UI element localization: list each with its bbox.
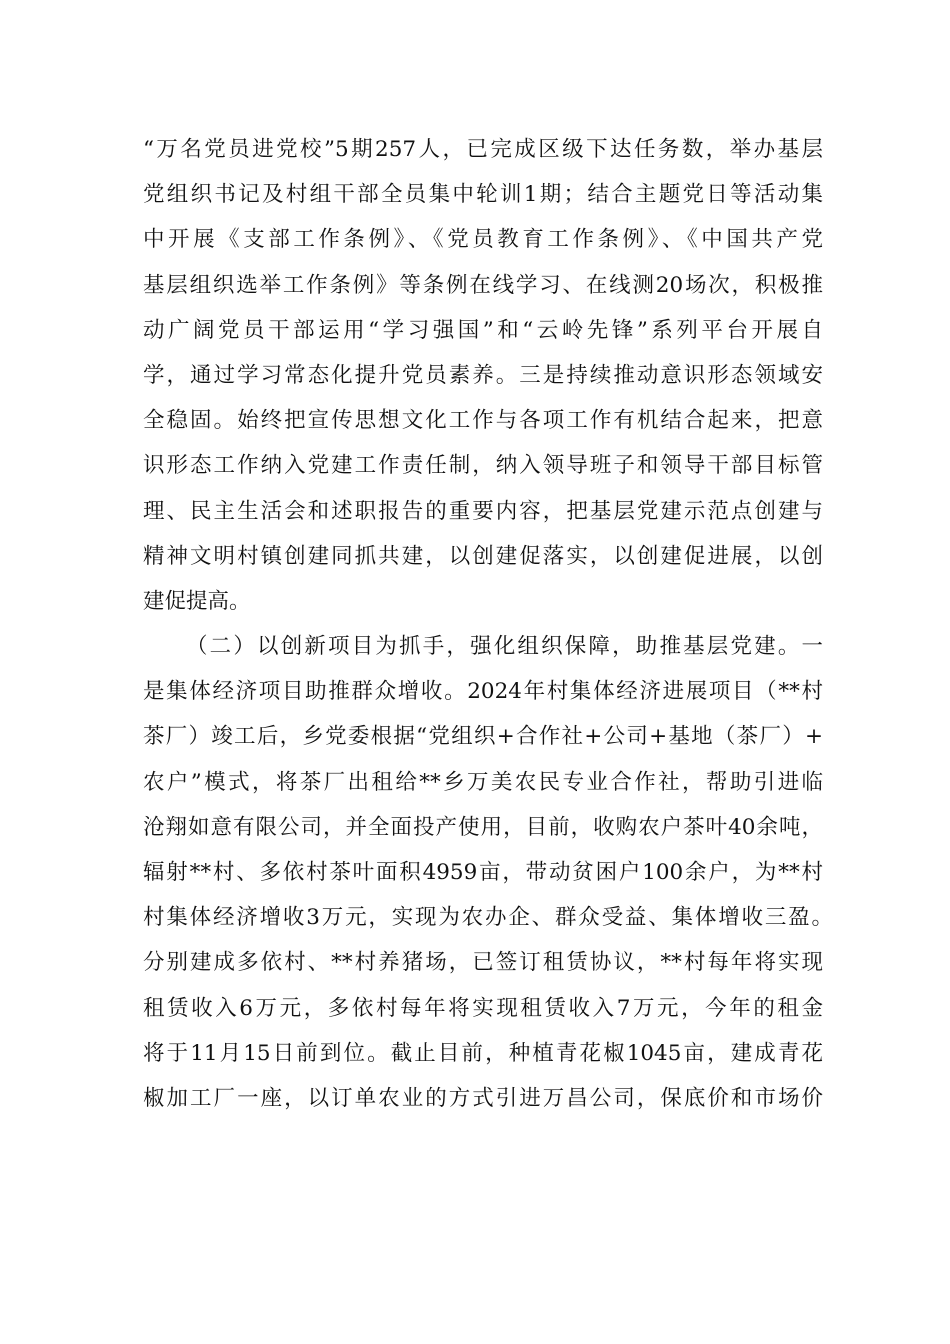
text-line: 基层组织选举工作条例》等条例在线学习、在线测20场次，积极推	[143, 272, 823, 298]
text-line: 动广阔党员干部运用“学习强国”和“云岭先锋”系列平台开展自	[143, 317, 823, 343]
text-line: 农户”模式，将茶厂出租给**乡万美农民专业合作社，帮助引进临	[143, 769, 823, 795]
text-line: 党组织书记及村组干部全员集中轮训1期；结合主题党日等活动集	[143, 182, 823, 208]
text-line: 全稳固。始终把宣传思想文化工作与各项工作有机结合起来，把意	[143, 408, 823, 434]
text-line: 村集体经济增收3万元，实现为农办企、群众受益、集体增收三盈。	[143, 905, 833, 931]
text-line: 中开展《支部工作条例》、《党员教育工作条例》、《中国共产党	[143, 227, 823, 253]
text-line: 茶厂）竣工后，乡党委根据“党组织+合作社+公司+基地（茶厂）+	[143, 724, 823, 750]
text-line: 学，通过学习常态化提升党员素养。三是持续推动意识形态领域安	[143, 362, 823, 388]
text-line: 识形态工作纳入党建工作责任制，纳入领导班子和领导干部目标管	[143, 453, 823, 479]
text-line: 租赁收入6万元，多依村每年将实现租赁收入7万元，今年的租金	[143, 995, 823, 1021]
text-line: 椒加工厂一座，以订单农业的方式引进万昌公司，保底价和市场价	[143, 1085, 823, 1111]
text-line: 精神文明村镇创建同抓共建，以创建促落实，以创建促进展，以创	[143, 543, 823, 569]
text-line: 是集体经济项目助推群众增收。2024年村集体经济进展项目（**村	[143, 679, 823, 705]
text-line: 分别建成多依村、**村养猪场，已签订租赁协议，**村每年将实现	[143, 950, 823, 976]
text-line: 建促提高。	[143, 588, 251, 614]
body-text	[143, 127, 833, 1121]
text-line: 理、民主生活会和述职报告的重要内容，把基层党建示范点创建与	[143, 498, 823, 524]
text-line: 将于11月15日前到位。截止目前，种植青花椒1045亩，建成青花	[143, 1040, 823, 1066]
text-line: 沧翔如意有限公司，并全面投产使用，目前，收购农户茶叶40余吨，	[143, 814, 823, 840]
text-line: “万名党员进党校”5期257人，已完成区级下达任务数，举办基层	[143, 137, 823, 162]
section-heading-line: （二）以创新项目为抓手，强化组织保障，助推基层党建。一	[186, 634, 823, 660]
text-line: 辐射**村、多依村茶叶面积4959亩，带动贫困户100余户，为**村	[143, 860, 823, 885]
